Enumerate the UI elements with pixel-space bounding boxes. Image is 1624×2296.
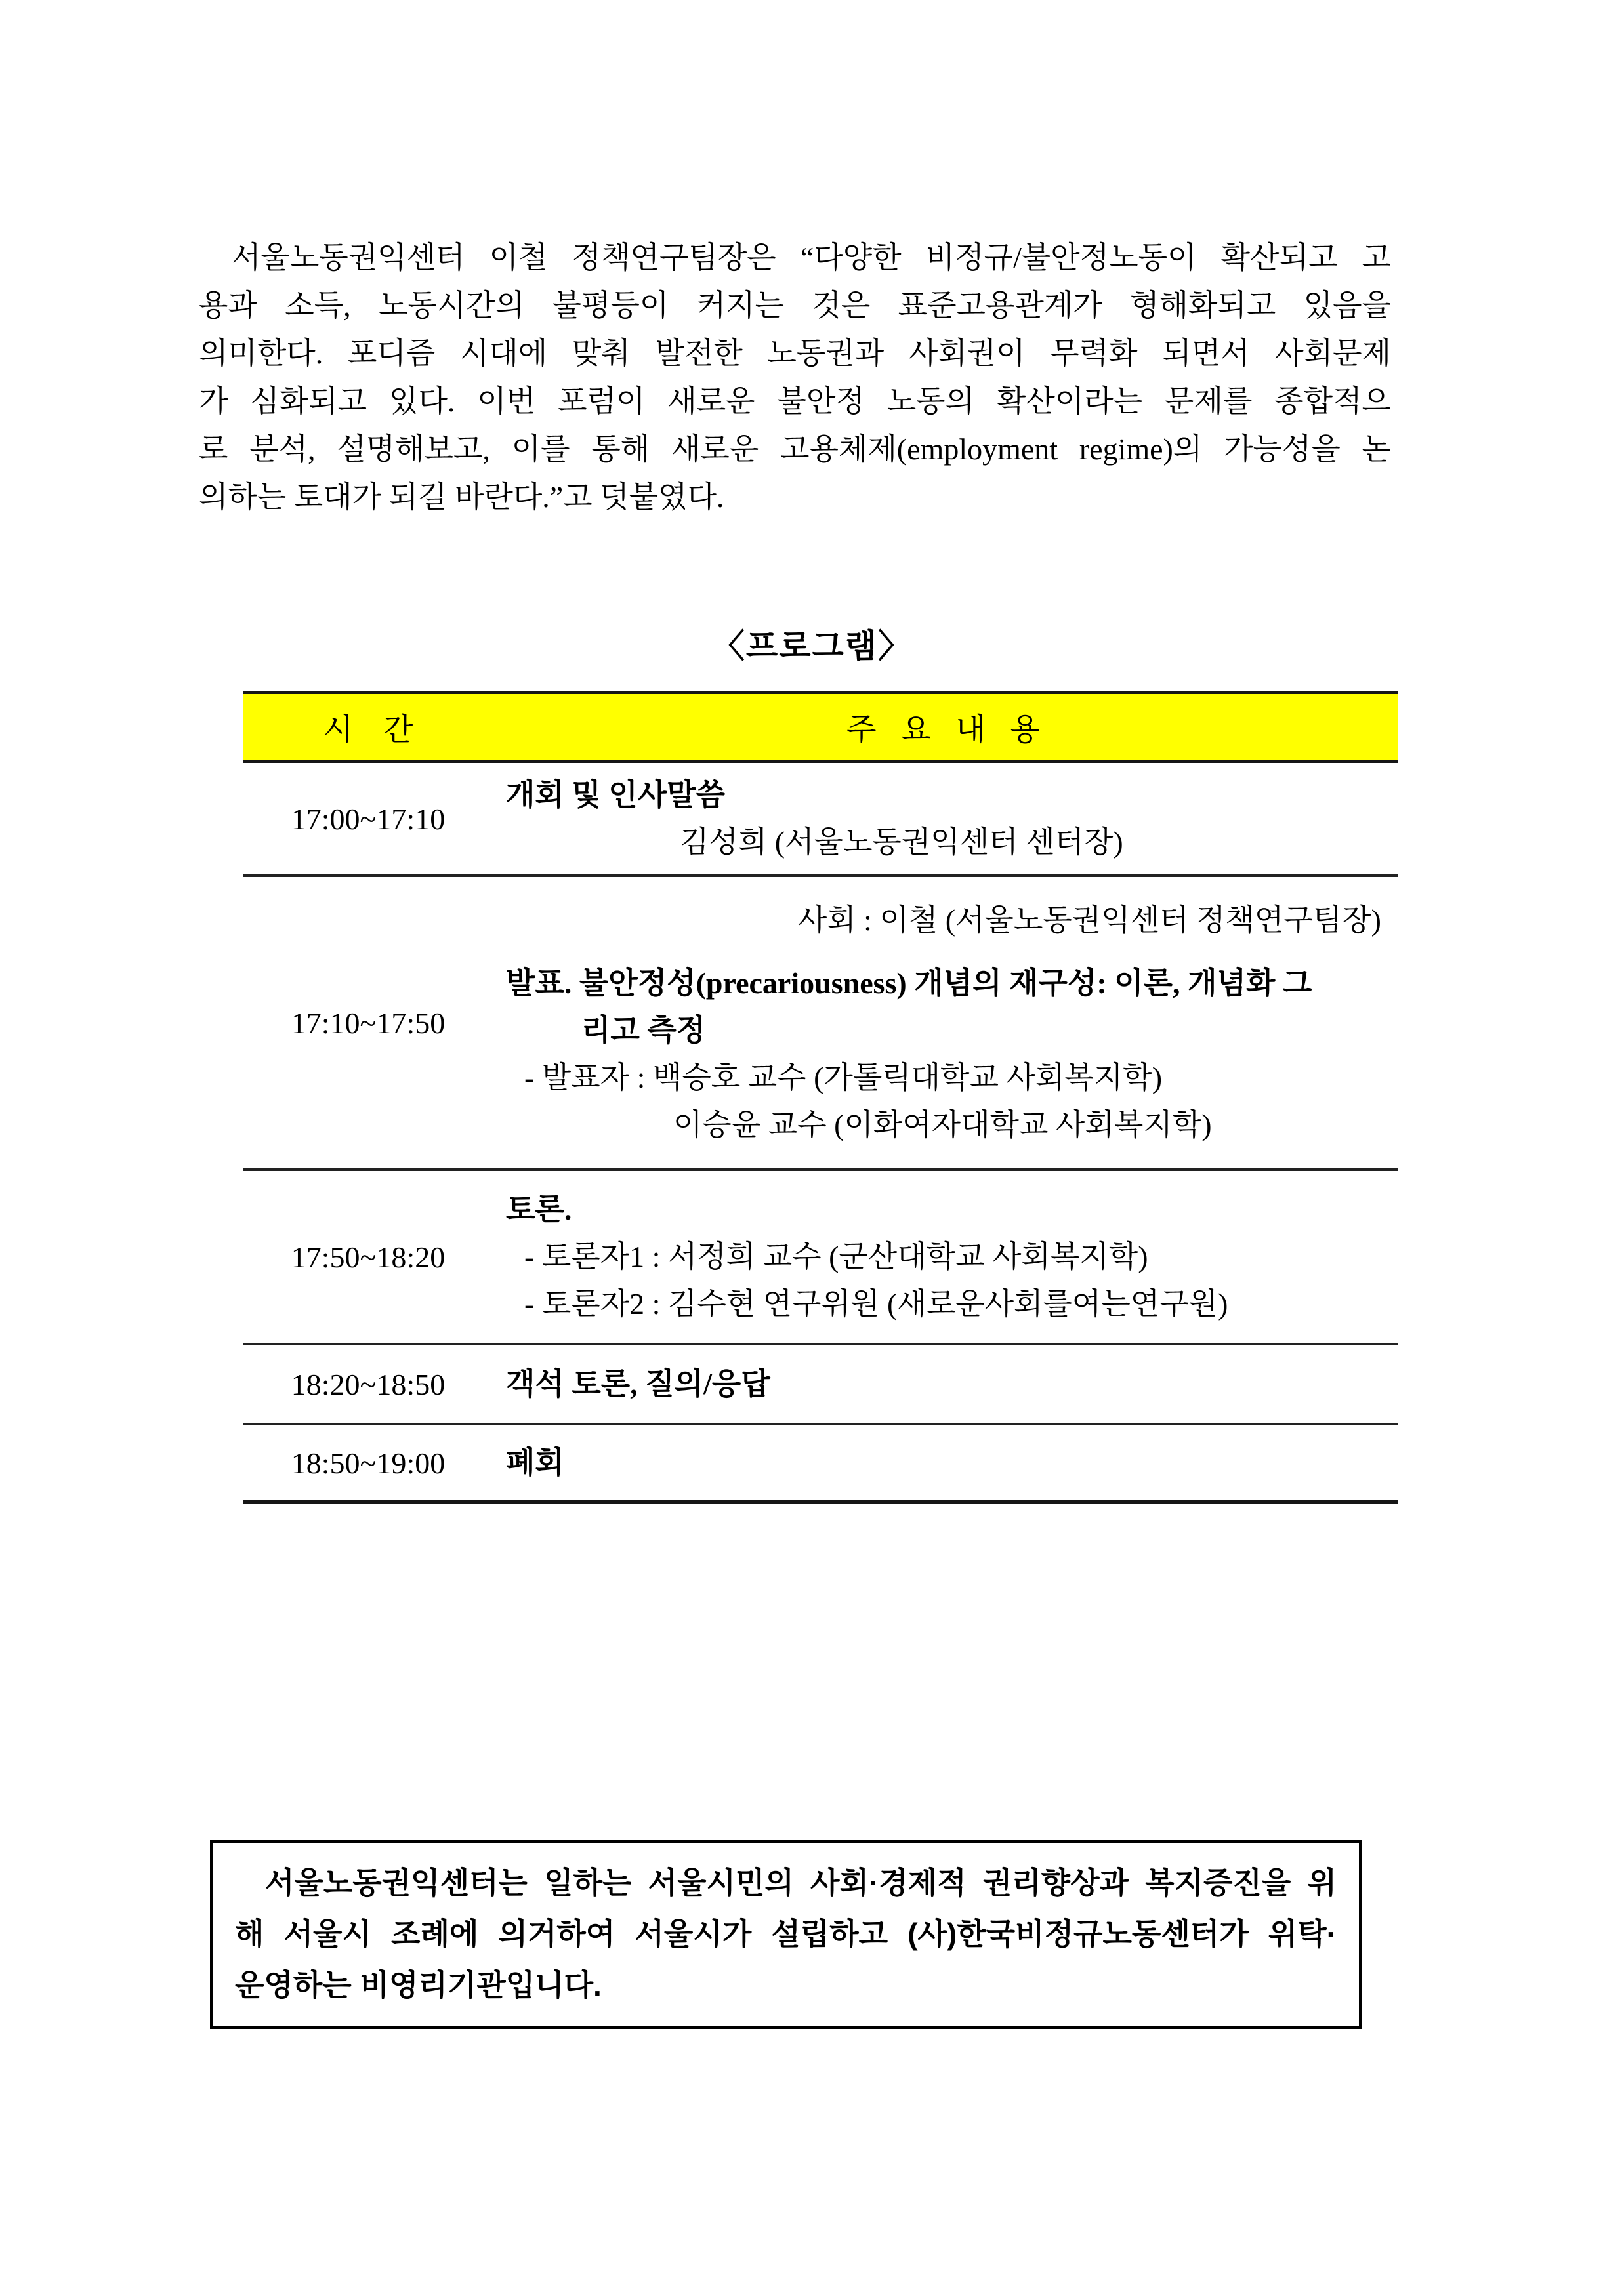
footer-box xyxy=(210,1840,1362,2029)
time-cell: 17:00~17:10 xyxy=(291,802,446,836)
content-cell xyxy=(493,763,1398,874)
session-title: 개회 및 인사말씀 xyxy=(506,778,726,811)
presenter-line: - 발표자 : 백승호 교수 (가톨릭대학교 사회복지학) xyxy=(524,1061,1163,1094)
program-table xyxy=(243,691,1398,1504)
table-row xyxy=(243,1171,1398,1345)
discussant-line: - 토론자1 : 서정희 교수 (군산대학교 사회복지학) xyxy=(524,1240,1148,1273)
presentation-title-cont: 리고 측정 xyxy=(581,1014,706,1047)
paragraph-line: 서울노동권익센터 이철 정책연구팀장은 “다양한 비정규/불안정노동이 확산되고 고 xyxy=(232,241,1391,274)
table-row xyxy=(243,877,1398,1171)
content-cell xyxy=(493,1345,1398,1423)
presentation-title: 발표. 불안정성(precariousness) 개념의 재구성: 이론, 개념화 그 xyxy=(506,966,1312,1000)
content-cell xyxy=(493,877,1398,1168)
paragraph-line: 로 분석, 설명해보고, 이를 통해 새로운 고용체제(employment regime)의 가능성을 논 xyxy=(199,432,1391,466)
time-cell: 17:10~17:50 xyxy=(291,1006,446,1040)
content-cell xyxy=(493,1425,1398,1500)
presenter-line: 이승윤 교수 (이화여자대학교 사회복지학) xyxy=(673,1108,1212,1141)
paragraph-line: 의미한다. 포디즘 시대에 맞춰 발전한 노동권과 사회권이 무력화 되면서 사회문제 xyxy=(199,337,1391,370)
footer-line: 운영하는 비영리기관입니다. xyxy=(235,1968,602,2002)
discussant-line: - 토론자2 : 김수현 연구위원 (새로운사회를여는연구원) xyxy=(524,1287,1228,1321)
moderator-line: 사회 : 이철 (서울노동권익센터 정책연구팀장) xyxy=(797,903,1381,937)
time-column-header: 시 간 xyxy=(323,713,413,747)
footer-line: 해 서울시 조례에 의거하여 서울시가 설립하고 (사)한국비정규노동센터가 위탁· xyxy=(235,1917,1337,1951)
time-cell: 17:50~18:20 xyxy=(291,1240,446,1274)
session-person: 김성희 (서울노동권익센터 센터장) xyxy=(680,825,1123,859)
table-header-row xyxy=(243,694,1398,763)
program-heading: 〈프로그램〉 xyxy=(711,628,913,665)
time-cell: 18:20~18:50 xyxy=(291,1367,446,1401)
paragraph-line: 의하는 토대가 되길 바란다.”고 덧붙였다. xyxy=(199,480,724,514)
paragraph-line: 가 심화되고 있다. 이번 포럼이 새로운 불안정 노동의 확산이라는 문제를 종합적으 xyxy=(199,384,1391,418)
content-cell xyxy=(493,1171,1398,1343)
paragraph-line: 용과 소득, 노동시간의 불평등이 커지는 것은 표준고용관계가 형해화되고 있음을 xyxy=(199,289,1391,322)
content-column-header: 주 요 내 용 xyxy=(846,713,1044,747)
table-row xyxy=(243,763,1398,877)
session-title: 토론. xyxy=(506,1193,572,1226)
session-title: 객석 토론, 질의/응답 xyxy=(506,1367,770,1401)
footer-line: 서울노동권익센터는 일하는 서울시민의 사회·경제적 권리향상과 복지증진을 위 xyxy=(265,1866,1337,1900)
time-cell: 18:50~19:00 xyxy=(291,1446,446,1480)
table-row xyxy=(243,1345,1398,1425)
session-title: 폐회 xyxy=(506,1446,564,1479)
table-row xyxy=(243,1425,1398,1500)
intro-paragraph xyxy=(199,234,1391,521)
